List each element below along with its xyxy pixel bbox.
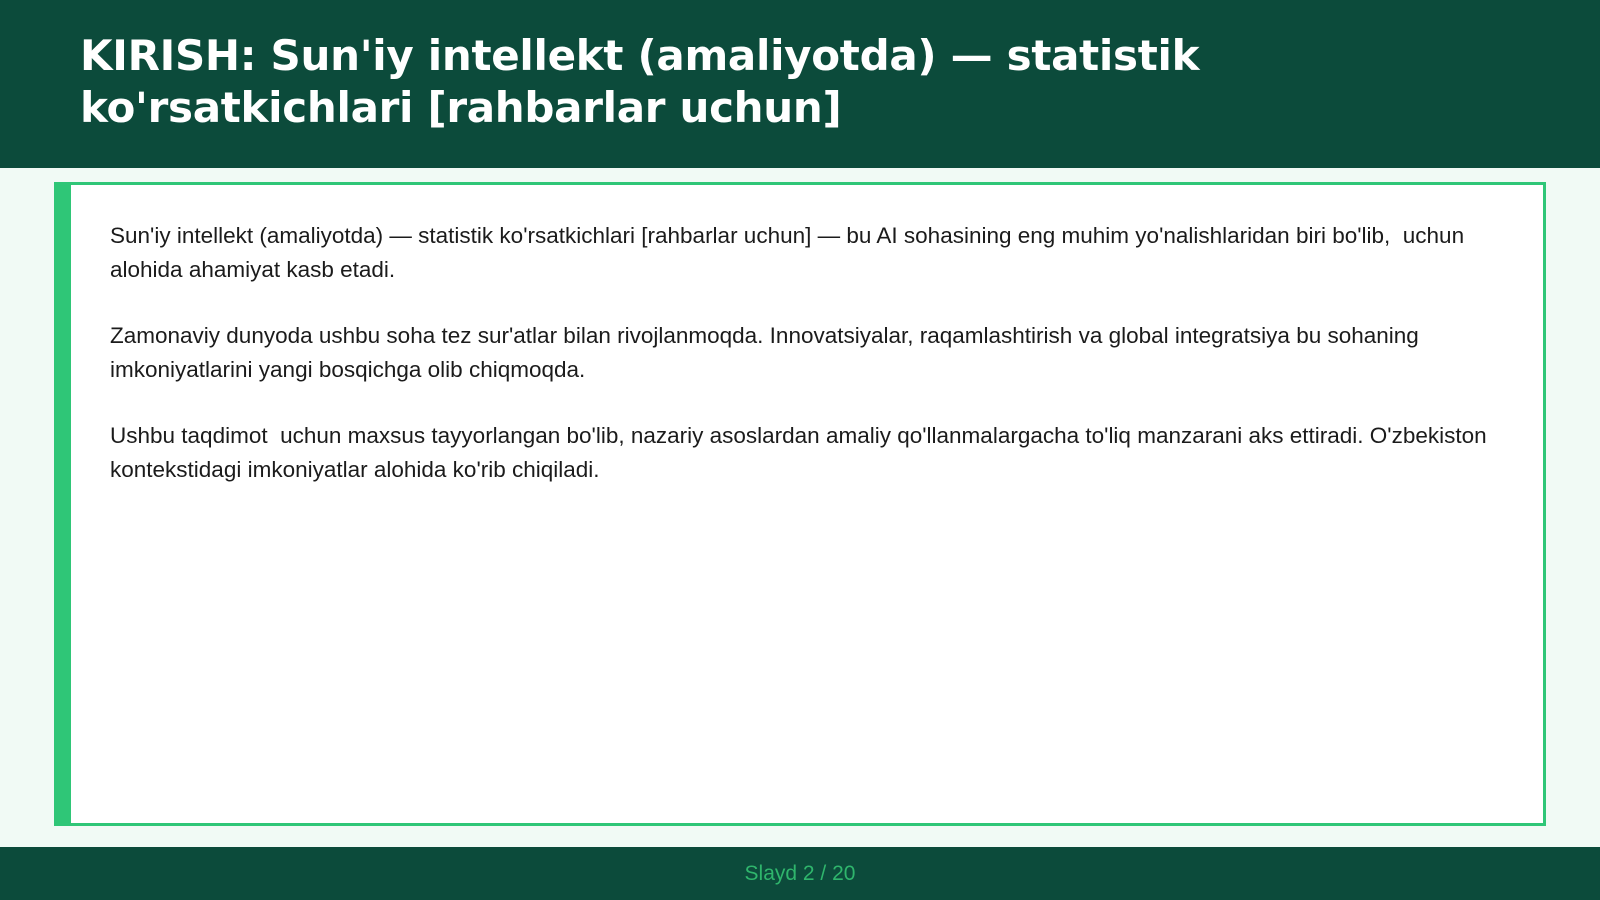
- paragraph-modern-world: Zamonaviy dunyoda ushbu soha tez sur'atlar bilan rivojlanmoqda. Innovatsiyalar, raqamlashtirish va global integratsiya bu sohaning imkoniyatlarini yangi bosqichga olib chiqmoqda.: [110, 323, 1426, 382]
- slide-title: KIRISH: Sun'iy intellekt (amaliyotda) — statistik ko'rsatkichlari [rahbarlar uchun]: [80, 31, 1200, 132]
- paragraph-intro: Sun'iy intellekt (amaliyotda) — statistik ko'rsatkichlari [rahbarlar uchun] — bu AI sohasining eng muhim yo'nalishlaridan biri bo'lib, uchun alohida ahamiyat kasb etadi.: [110, 223, 1471, 282]
- slide-counter: Slayd 2 / 20: [744, 861, 856, 885]
- slide-footer: [0, 847, 1600, 900]
- slide-header: [0, 0, 1600, 168]
- paragraph-presentation-scope: Ushbu taqdimot uchun maxsus tayyorlangan bo'lib, nazariy asoslardan amaliy qo'llanmalargacha to'liq manzarani aks ettiradi. O'zbekiston kontekstidagi imkoniyatlar alohida ko'rib chiqiladi.: [110, 423, 1493, 482]
- content-card: [54, 182, 1546, 826]
